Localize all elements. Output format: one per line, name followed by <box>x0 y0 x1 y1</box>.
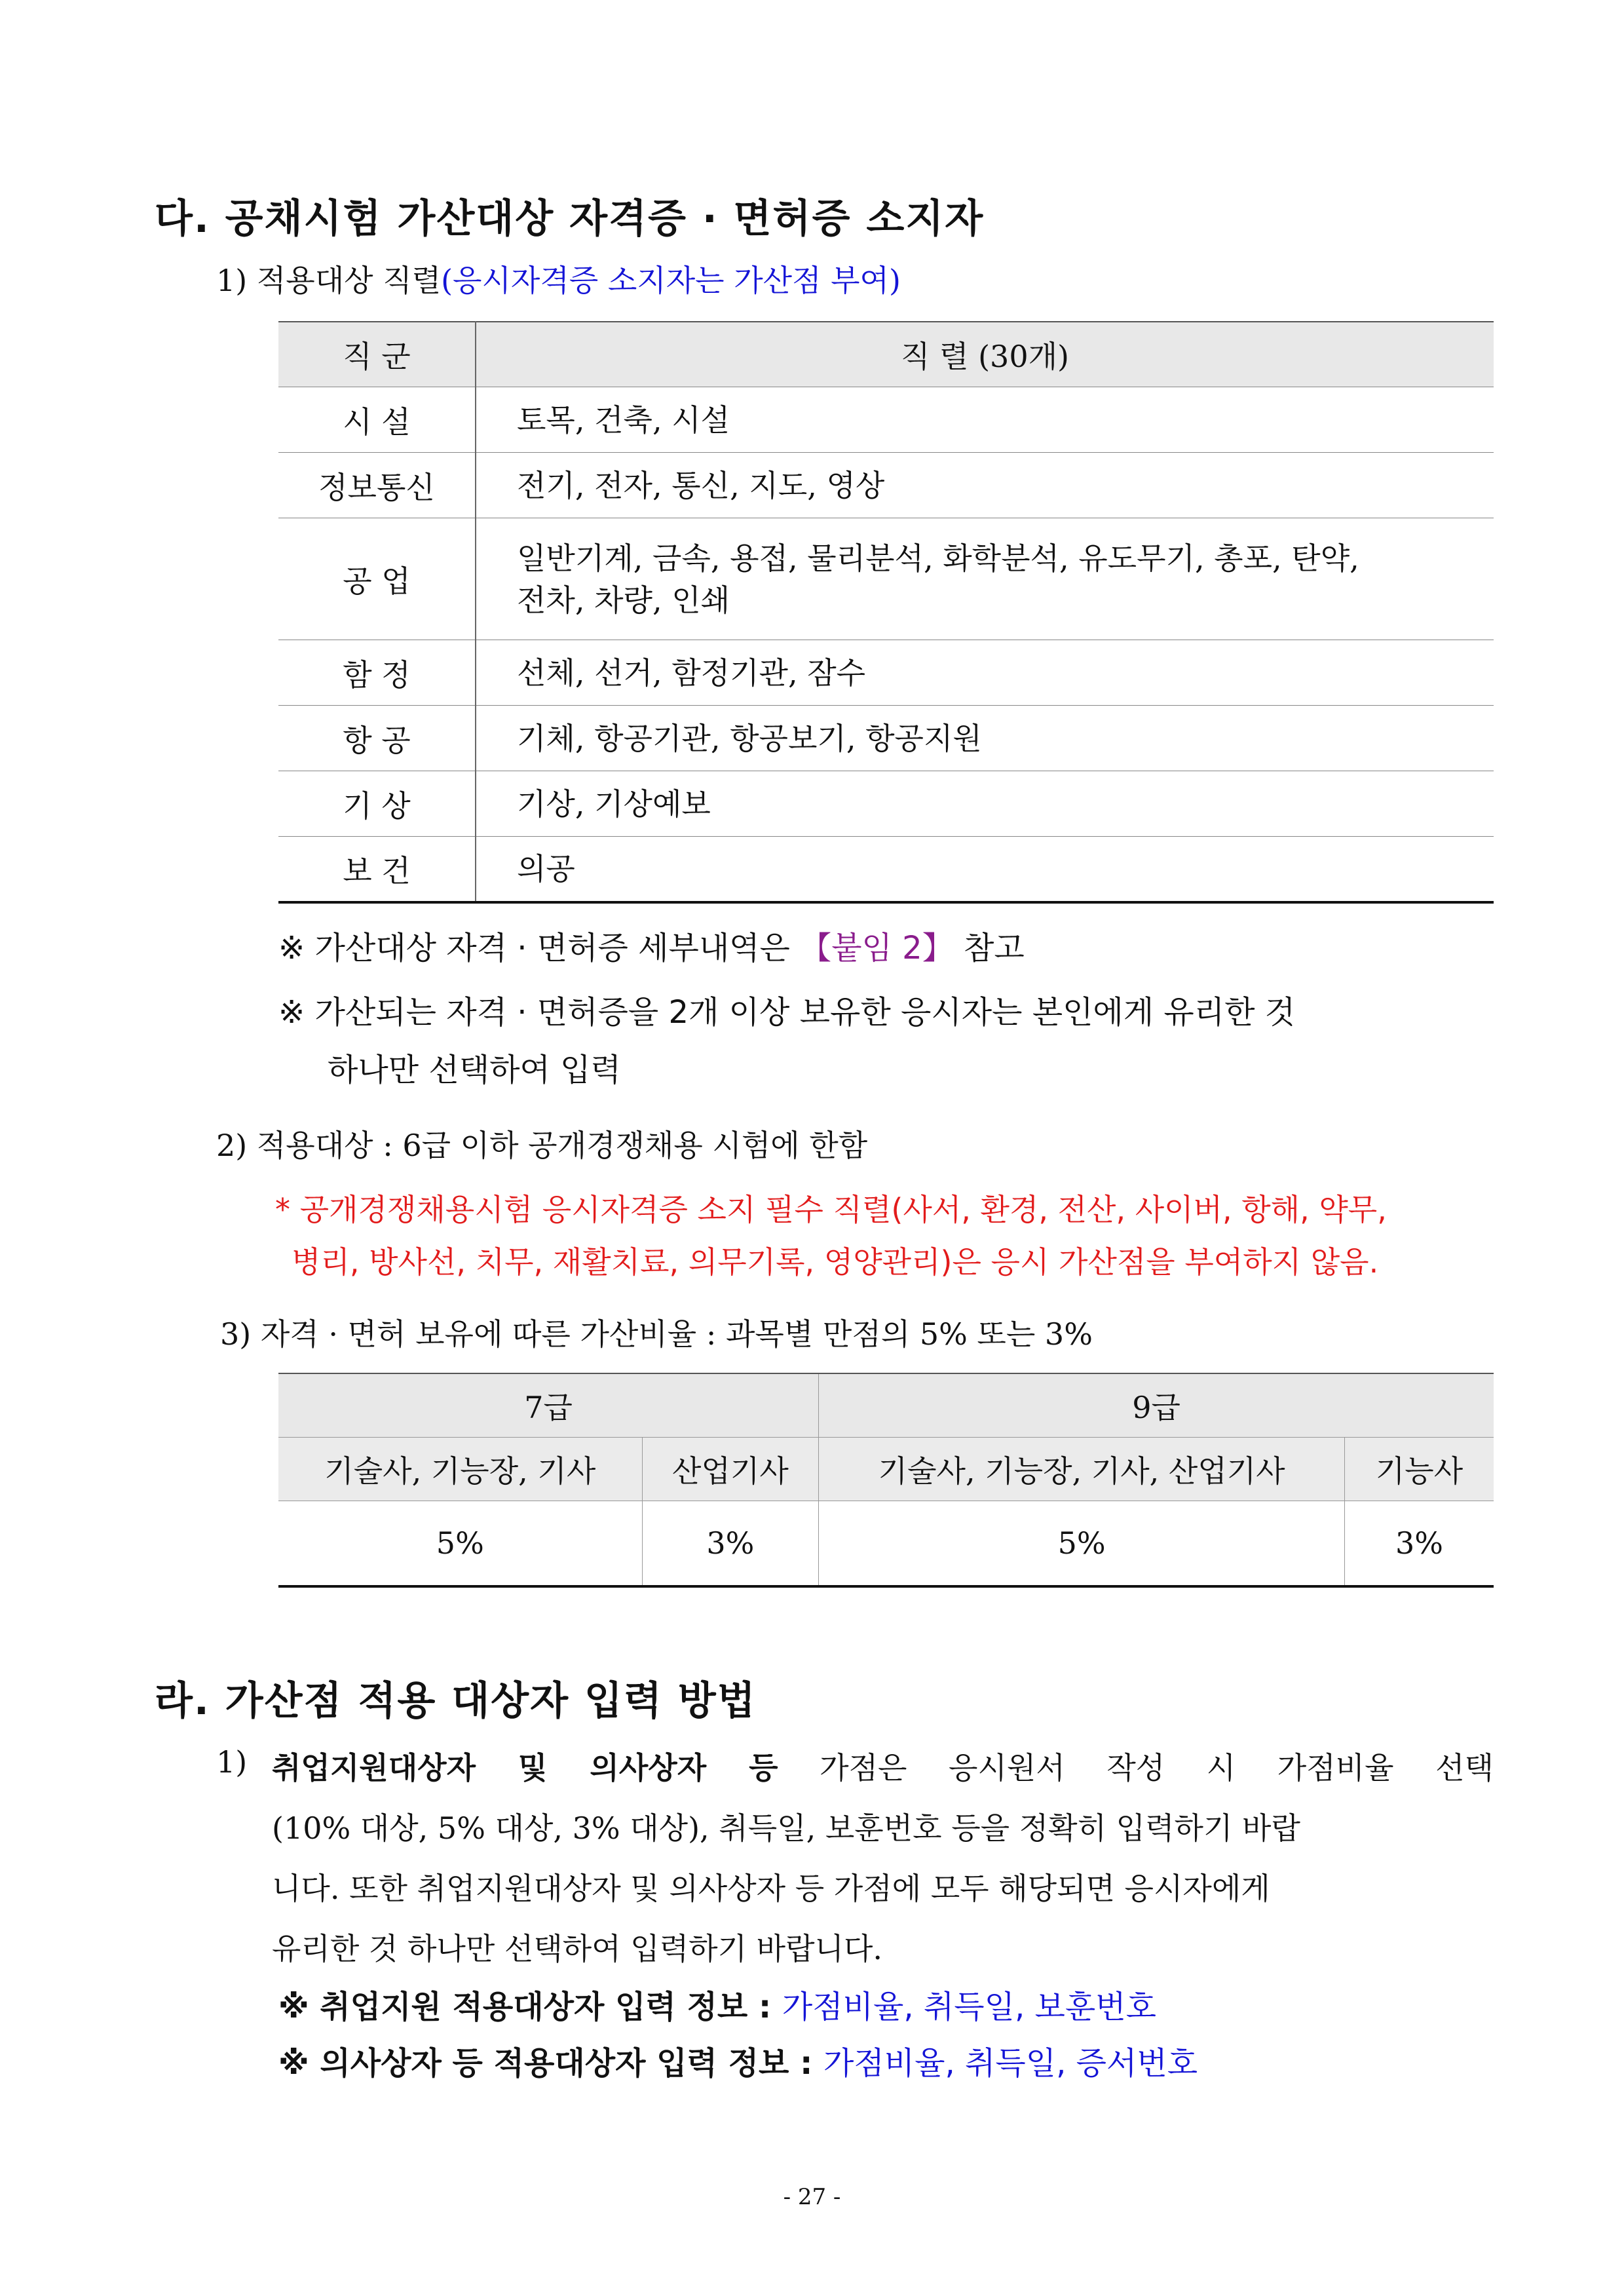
note1-pre: ※ 가산대상 자격 · 면허증 세부내역은 <box>278 930 801 966</box>
section-da-item2: 2) 적용대상 : 6급 이하 공개경쟁채용 시험에 한함 <box>216 1128 868 1163</box>
g9-col1-header: 기술사, 기능장, 기사, 산업기사 <box>819 1438 1345 1501</box>
note-veteran-input <box>278 1981 1156 2027</box>
table1-header-series: 직 렬 (30개) <box>476 322 1494 387</box>
ratio-value: 5% <box>819 1501 1345 1587</box>
section-ra-line2: (10% 대상, 5% 대상, 3% 대상), 취득일, 보훈번호 등을 정확히 입력하기 바랍 <box>272 1810 1300 1846</box>
ratio-value: 3% <box>642 1501 819 1587</box>
item1-blue-note: (응시자격증 소지자는 가산점 부여) <box>441 263 901 298</box>
section-da-title: 다. 공채시험 가산대상 자격증 · 면허증 소지자 <box>155 196 985 242</box>
table-row <box>278 1501 1494 1587</box>
row-series: 전기, 전자, 통신, 지도, 영상 <box>476 453 1494 518</box>
table-row <box>278 387 1494 453</box>
g7-col2-header: 산업기사 <box>642 1438 819 1501</box>
row-group: 기 상 <box>278 771 476 837</box>
note-attachment-ref <box>278 923 1025 968</box>
row-group: 보 건 <box>278 837 476 902</box>
section-ra-title: 라. 가산점 적용 대상자 입력 방법 <box>155 1678 757 1724</box>
section-ra-line4: 유리한 것 하나만 선택하여 입력하기 바랍니다. <box>272 1931 883 1966</box>
item1-rest: 가점은 응시원서 작성 시 가점비율 선택 <box>778 1750 1494 1786</box>
required-license-note-line2: 병리, 방사선, 치무, 재활치료, 의무기록, 영양관리)은 응시 가산점을 부여하지 않음. <box>292 1244 1379 1280</box>
note2-fields: 가점비율, 취득일, 증서번호 <box>823 2045 1198 2082</box>
note-injured-input <box>278 2038 1198 2083</box>
table1-header-group: 직 군 <box>278 322 476 387</box>
bonus-ratio-table <box>278 1373 1494 1588</box>
g7-col1-header: 기술사, 기능장, 기사 <box>278 1438 642 1501</box>
row-series: 기체, 항공기관, 항공보기, 항공지원 <box>476 706 1494 771</box>
section-ra-item1-line1 <box>272 1744 1494 1788</box>
ratio-value: 5% <box>278 1501 642 1587</box>
section-da-item1 <box>216 257 901 300</box>
section-ra-item1-num: 1) <box>216 1744 248 1780</box>
note1-fields: 가점비율, 취득일, 보훈번호 <box>782 1989 1157 2025</box>
section-da-item3: 3) 자격 · 면허 보유에 따른 가산비율 : 과목별 만점의 5% 또는 3% <box>220 1316 1093 1352</box>
g9-col2-header: 기능사 <box>1345 1438 1494 1501</box>
section-ra-line3: 니다. 또한 취업지원대상자 및 의사상자 등 가점에 모두 해당되면 응시자에게 <box>272 1871 1270 1906</box>
row-group: 정보통신 <box>278 453 476 518</box>
row-group: 항 공 <box>278 706 476 771</box>
row-series: 토목, 건축, 시설 <box>476 387 1494 453</box>
row-series-line1: 일반기계, 금속, 용접, 물리분석, 화학분석, 유도무기, 총포, 탄약, <box>517 540 1359 576</box>
row-series: 기상, 기상예보 <box>476 771 1494 837</box>
table-row <box>278 771 1494 837</box>
attachment-link: 【붙임 2】 <box>800 930 954 966</box>
note-multiple-licenses-line2: 하나만 선택하여 입력 <box>328 1052 621 1088</box>
row-series-line2: 전차, 차량, 인쇄 <box>517 582 730 618</box>
note-multiple-licenses-line1: ※ 가산되는 자격 · 면허증을 2개 이상 보유한 응시자는 본인에게 유리한 것 <box>278 994 1296 1031</box>
table-row <box>278 640 1494 706</box>
note1-post: 참고 <box>953 930 1025 966</box>
grade9-header: 9급 <box>819 1373 1494 1438</box>
row-group: 공 업 <box>278 518 476 640</box>
row-group: 시 설 <box>278 387 476 453</box>
required-license-note-line1: * 공개경쟁채용시험 응시자격증 소지 필수 직렬(사서, 환경, 전산, 사이버, 항해, 약무, <box>275 1192 1387 1227</box>
table-row <box>278 837 1494 902</box>
page-number: - 27 - <box>783 2184 841 2210</box>
note1-label: ※ 취업지원 적용대상자 입력 정보 : <box>278 1989 782 2025</box>
item1-prefix: 1) 적용대상 직렬 <box>216 263 442 298</box>
row-series <box>476 518 1494 640</box>
table-row <box>278 706 1494 771</box>
item1-bold: 취업지원대상자 및 의사상자 등 <box>272 1750 778 1786</box>
grade7-header: 7급 <box>278 1373 819 1438</box>
row-series: 선체, 선거, 함정기관, 잠수 <box>476 640 1494 706</box>
series-table <box>278 321 1494 904</box>
ratio-value: 3% <box>1345 1501 1494 1587</box>
row-series: 의공 <box>476 837 1494 902</box>
table-row <box>278 453 1494 518</box>
row-group: 함 정 <box>278 640 476 706</box>
note2-label: ※ 의사상자 등 적용대상자 입력 정보 : <box>278 2045 823 2082</box>
table-row <box>278 518 1494 640</box>
